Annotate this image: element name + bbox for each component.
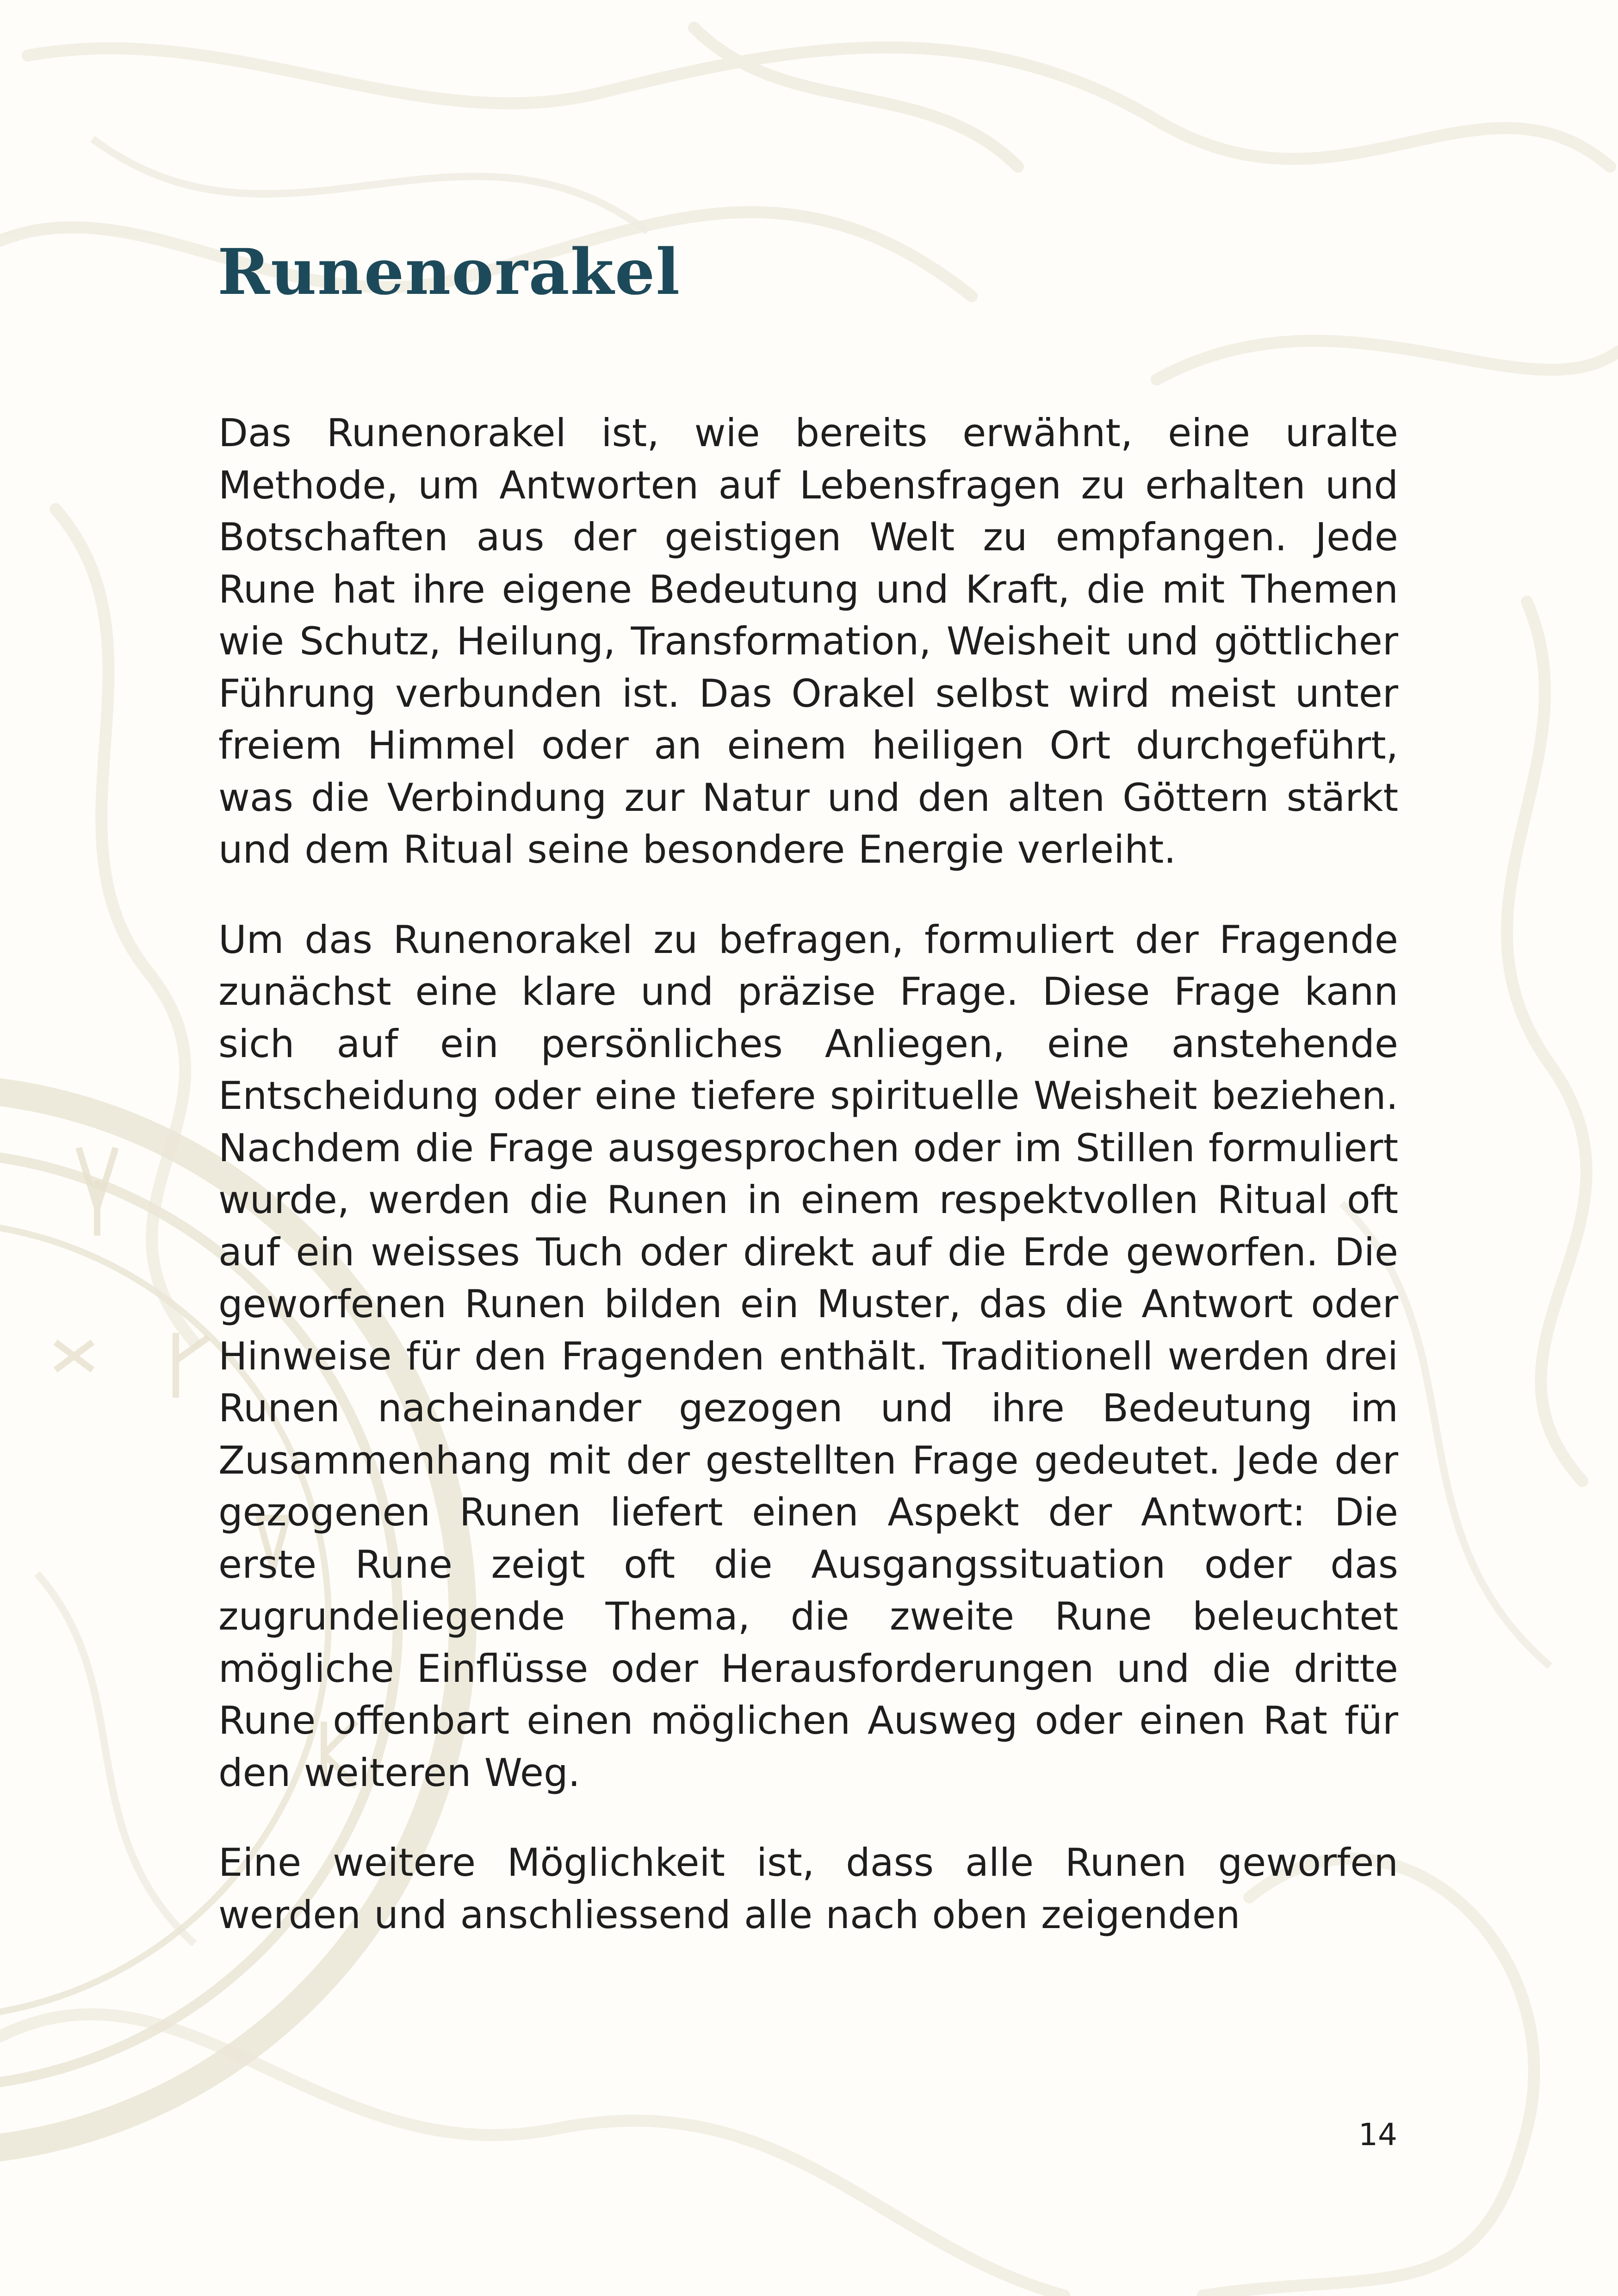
body-text bbox=[218, 407, 1398, 1979]
paragraph-1: Das Runenorakel ist, wie bereits erwähnt, eine uralte Methode, um Antworten auf Lebensfragen zu erhalten und Botschaften aus der geistigen Welt zu empfangen. Jede Rune hat ihre eigene Bedeutung und Kraft, die mit Themen wie Schutz, Heilung, Transformation, Weisheit und göttlicher Führung verbunden ist. Das Orakel selbst wird meist unter freiem Himmel oder an einem heiligen Ort durchgeführt, was die Verbindung zur Natur und den alten Göttern stärkt und dem Ritual seine besondere Energie verleiht. bbox=[218, 411, 1398, 872]
page-title: Runenorakel bbox=[217, 235, 681, 309]
paragraph-2: Um das Runenorakel zu befragen, formuliert der Fragende zunächst eine klare und präzise Frage. Diese Frage kann sich auf ein persönliches Anliegen, eine anstehende Entscheidung oder eine tiefere spirituelle Weisheit beziehen. Nachdem die Frage ausgesprochen oder im Stillen formuliert wurde, werden die Runen in einem respektvollen Ritual oft auf ein weisses Tuch oder direkt auf die Erde geworfen. Die geworfenen Runen bilden ein Muster, das die Antwort oder Hinweise für den Fragenden enthält. Traditionell werden drei Runen nacheinander gezogen und ihre Bedeutung im Zusammenhang mit der gestellten Frage gedeutet. Jede der gezogenen Runen liefert einen Aspekt der Antwort: Die erste Rune zeigt oft die Ausgangssituation oder das zugrundeliegende Thema, die zweite Rune beleuchtet mögliche Einflüsse oder Herausforderungen und die dritte Rune offenbart einen möglichen Ausweg oder einen Rat für den weiteren Weg. bbox=[218, 917, 1398, 1795]
paragraph-3: Eine weitere Möglichkeit ist, dass alle Runen geworfen werden und anschliessend alle nach oben zeigenden bbox=[218, 1840, 1398, 1937]
page-number: 14 bbox=[1358, 2117, 1397, 2153]
